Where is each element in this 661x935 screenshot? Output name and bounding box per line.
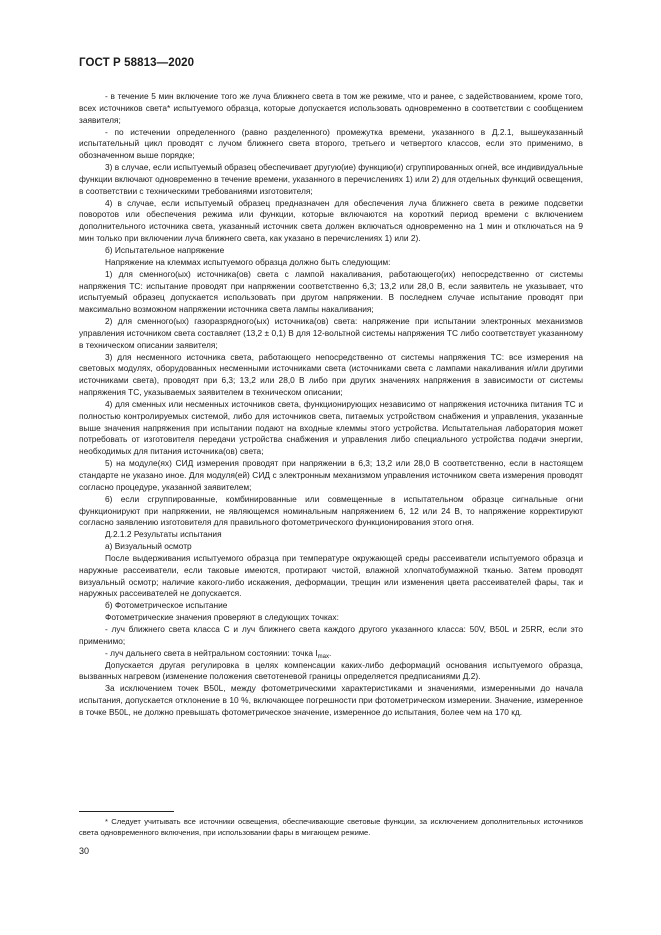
footnote: * Следует учитывать все источники освещения, обеспечивающие световые функции, за исключением дополнительных источников света одновременного включения, при использовании фары в мигающем режиме. xyxy=(79,817,583,837)
paragraph: - луч ближнего света класса С и луч ближнего света каждого другого указанного класса: 50V, B50L и 25RR, если это применимо; xyxy=(79,623,583,646)
paragraph-max-point xyxy=(79,648,583,660)
footnote-divider xyxy=(79,811,174,812)
paragraph: 4) для сменных или несменных источников света, функционирующих независимо от напряжения источника питания ТС и полностью контролируемых системой, либо для источников света, питаемых устройством снабжения и управления, указанные выше значения напряжения при испытании подают на входные клеммы этого устройства. Испытательная лаборатория может потребовать от изготовителя передачи устройства снабжения и управления либо специального устройства подачи энергии, необходимых для питания источника(ов) света; xyxy=(79,398,583,457)
paragraph: - по истечении определенного (равно разделенного) промежутка времени, указанного в Д.2.1, вышеуказанный испытательный цикл проводят с лучом ближнего света второго, третьего и четвертого классов, если это применимо, в обозначенном выше порядке; xyxy=(79,126,583,161)
page-number: 30 xyxy=(79,846,90,856)
paragraph: 5) на модуле(ях) СИД измерения проводят при напряжении в 6,3; 13,2 или 28,0 В соответственно, если в настоящем стандарте не указано иное. Для модуля(ей) СИД с электронным механизмом управления источником света измерения проводят согласно процедуре, указанной заявителем; xyxy=(79,458,583,492)
paragraph: - в течение 5 мин включение того же луча ближнего света в том же режиме, что и ранее, с задействованием, кроме того, всех источников света* испытуемого образца, которые допускается использовать одновременно в соответствии с сообщением заявителя; xyxy=(79,91,583,125)
page-header-title: ГОСТ Р 58813—2020 xyxy=(79,57,195,69)
paragraph: 3) в случае, если испытуемый образец обеспечивает другую(ие) функцию(и) сгруппированных огней, все индивидуальные функции включают одновременно в течение времени, указанного в перечислениях 1) или 2) для отдельных функций освещения, в соответствии с техническими требованиями изготовителя; xyxy=(79,162,583,196)
paragraph: 1) для сменного(ых) источника(ов) света с лампой накаливания, работающего(их) непосредственно от системы напряжения ТС: испытание проводят при напряжении соответственно 6,3; 13,2 или 28,0 В, если заявитель не указывает, что испытуемый образец допускается использовать при другом напряжении. В последнем случае испытание проводят при максимально возможном напряжении источника света лампы накаливания; xyxy=(79,268,583,315)
paragraph: 6) если сгруппированные, комбинированные или совмещенные в испытательном образце сигнальные огни функционируют при напряжении, не являющемся номинальным напряжением 6, 12 или 24 В, то напряжение корректируют согласно заявлению изготовителя для правильного фотометрического функционирования этого огня. xyxy=(79,493,583,528)
max-point-text: - луч дальнего света в нейтральном состоянии: точка I xyxy=(105,647,318,658)
paragraph: б) Фотометрическое испытание xyxy=(105,600,228,611)
max-point-subscript: max xyxy=(317,653,329,660)
paragraph: Фотометрические значения проверяют в следующих точках: xyxy=(105,612,339,623)
paragraph: 2) для сменного(ых) газоразрядного(ых) источника(ов) света: напряжение при испытании электронных механизмов управления источником света составляет (13,2 ± 0,1) В для 12-вольтной системы напряжения ТС либо соответствует указанному в техническом описании заявителя; xyxy=(79,316,583,350)
max-point-suffix: . xyxy=(328,647,332,658)
paragraph: а) Визуальный осмотр xyxy=(105,541,192,552)
paragraph: б) Испытательное напряжение xyxy=(105,244,225,255)
paragraph: За исключением точек B50L, между фотометрическими характеристиками и значениями, измеренными до начала испытания, допускается отклонение в 10 %, включающее погрешности при фотометрическом измерении. Значение, измеренное в точке B50L, не должно превышать фотометрическое значение, измеренное до испытания, более чем на 170 кд. xyxy=(79,683,583,717)
paragraph: После выдерживания испытуемого образца при температуре окружающей среды рассеиватели испытуемого образца и наружные рассеиватели, если таковые имеются, протирают чистой, влажной хлопчатобумажной тканью. Затем проводят визуальный осмотр; наличие какого-либо искажения, деформации, трещин или изменения цвета рассеивателей фары, так и наружных рассеивателей не допускается. xyxy=(79,552,583,599)
paragraph: 3) для несменного источника света, работающего непосредственно от системы напряжения ТС: все измерения на световых модулях, оборудованных несменными источниками света (источниками света с лампами накаливания и/или другими источниками света), проводят при 6,3; 13,2 или 28,0 В либо при других значениях напряжения в зависимости от системы напряжения ТС, указываемых заявителем в техническом описании; xyxy=(79,351,583,398)
paragraph: Допускается другая регулировка в целях компенсации каких-либо деформаций основания испытуемого образца, вызванных нагревом (изменение положения светотеневой границы определяется предписаниями Д.2). xyxy=(79,659,583,682)
body-text xyxy=(79,91,583,719)
paragraph: Напряжение на клеммах испытуемого образца должно быть следующим: xyxy=(105,256,391,267)
section-heading: Д.2.1.2 Результаты испытания xyxy=(105,529,222,540)
paragraph: 4) в случае, если испытуемый образец предназначен для обеспечения луча ближнего света в режиме подсветки поворотов или обеспечения режима или функции, которые включаются на короткий период времени с включением дополнительного источника света, указанный источник света должен включаться одновременно на 1 мин и отключаться на 9 мин только при включении луча ближнего света, как указано в перечислениях 1) или 2). xyxy=(79,197,583,244)
